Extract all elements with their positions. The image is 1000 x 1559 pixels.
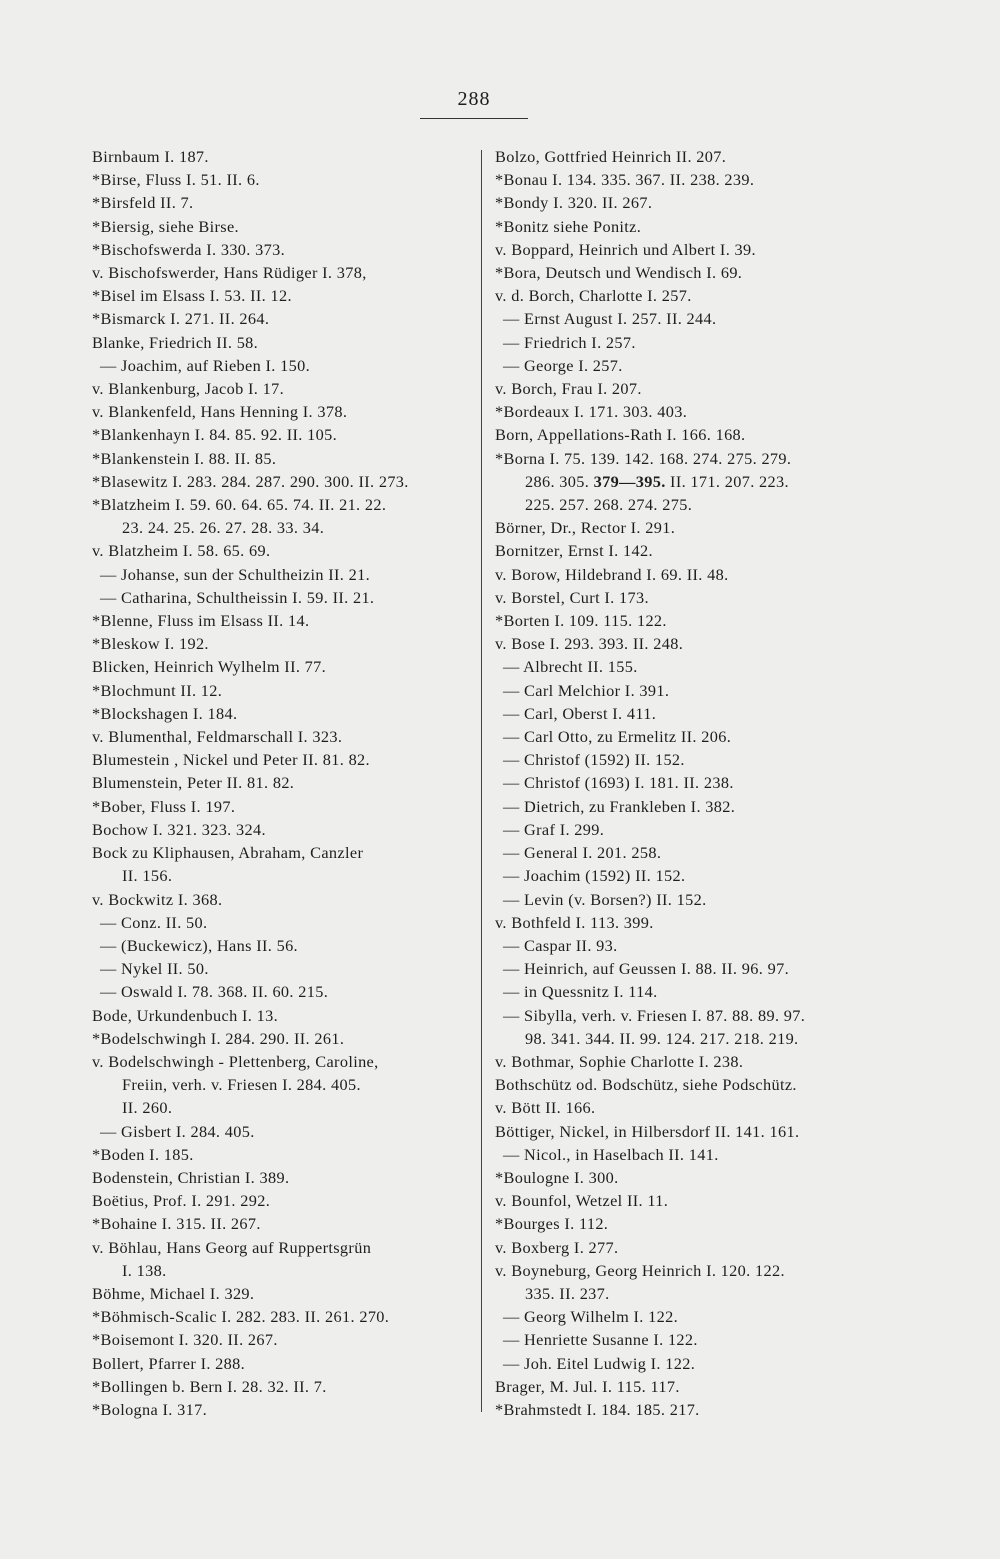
index-entry: v. Blankenfeld, Hans Henning I. 378. xyxy=(92,402,348,422)
index-entry: *Blenne, Fluss im Elsass II. 14. xyxy=(92,611,310,631)
index-entry xyxy=(495,470,885,493)
index-entry: 98. 341. 344. II. 99. 124. 217. 218. 219. xyxy=(525,1028,799,1048)
index-entry: Börner, Dr., Rector I. 291. xyxy=(495,518,676,538)
index-entry: v. Boxberg I. 277. xyxy=(495,1237,619,1257)
index-entry: *Bodelschwingh I. 284. 290. II. 261. xyxy=(92,1028,345,1048)
index-entry: — in Quessnitz I. 114. xyxy=(503,982,658,1002)
index-entry: *Borna I. 75. 139. 142. 168. 274. 275. 279. xyxy=(495,448,792,468)
index-column-right xyxy=(495,145,885,1421)
index-column-left xyxy=(92,145,470,1421)
index-entry: Bollert, Pfarrer I. 288. xyxy=(92,1353,246,1373)
index-entry: — Oswald I. 78. 368. II. 60. 215. xyxy=(100,982,329,1002)
index-entry: *Bollingen b. Bern I. 28. 32. II. 7. xyxy=(92,1376,327,1396)
index-entry: *Bonitz siehe Ponitz. xyxy=(495,216,642,236)
index-entry: — Sibylla, verh. v. Friesen I. 87. 88. 89. 97. xyxy=(503,1005,806,1025)
index-entry: — Gisbert I. 284. 405. xyxy=(100,1121,255,1141)
index-entry: *Borten I. 109. 115. 122. xyxy=(495,611,667,631)
index-entry: v. Blankenburg, Jacob I. 17. xyxy=(92,379,285,399)
index-entry: Böttiger, Nickel, in Hilbersdorf II. 141. 161. xyxy=(495,1121,800,1141)
index-entry: v. Boyneburg, Georg Heinrich I. 120. 122. xyxy=(495,1260,785,1280)
index-entry: *Blankenstein I. 88. II. 85. xyxy=(92,448,277,468)
index-entry: — Joh. Eitel Ludwig I. 122. xyxy=(503,1353,696,1373)
index-entry: Bock zu Kliphausen, Abraham, Canzler xyxy=(92,843,364,863)
index-entry: Freiin, verh. v. Friesen I. 284. 405. xyxy=(122,1075,361,1095)
index-entry: Bode, Urkundenbuch I. 13. xyxy=(92,1005,278,1025)
index-entry: v. Blatzheim I. 58. 65. 69. xyxy=(92,541,271,561)
index-entry: — Joachim (1592) II. 152. xyxy=(503,866,686,886)
index-entry: *Bonau I. 134. 335. 367. II. 238. 239. xyxy=(495,170,755,190)
entry-text: 286. 305. xyxy=(525,471,594,491)
index-entry: *Blatzheim I. 59. 60. 64. 65. 74. II. 21. 22. xyxy=(92,495,387,515)
index-entry: Blumenstein, Peter II. 81. 82. xyxy=(92,773,295,793)
index-entry: v. Borch, Frau I. 207. xyxy=(495,379,642,399)
index-entry: 23. 24. 25. 26. 27. 28. 33. 34. xyxy=(122,518,325,538)
index-entry: *Bora, Deutsch und Wendisch I. 69. xyxy=(495,263,743,283)
index-entry: II. 260. xyxy=(122,1098,173,1118)
index-entry: *Bohaine I. 315. II. 267. xyxy=(92,1214,261,1234)
index-entry: *Biersig, siehe Birse. xyxy=(92,216,239,236)
index-entry: *Blochmunt II. 12. xyxy=(92,680,223,700)
index-entry: v. Bounfol, Wetzel II. 11. xyxy=(495,1191,669,1211)
index-entry: *Brahmstedt I. 184. 185. 217. xyxy=(495,1399,700,1419)
column-divider xyxy=(481,150,482,1412)
index-entry: *Birse, Fluss I. 51. II. 6. xyxy=(92,170,260,190)
index-entry: — Henriette Susanne I. 122. xyxy=(503,1330,698,1350)
index-entry: — Carl Otto, zu Ermelitz II. 206. xyxy=(503,727,732,747)
index-entry: — Dietrich, zu Frankleben I. 382. xyxy=(503,796,736,816)
index-entry: *Blasewitz I. 283. 284. 287. 290. 300. II. 273. xyxy=(92,471,409,491)
index-entry: v. Boppard, Heinrich und Albert I. 39. xyxy=(495,239,756,259)
index-entry: *Birsfeld II. 7. xyxy=(92,193,194,213)
index-entry: v. Bose I. 293. 393. II. 248. xyxy=(495,634,684,654)
index-entry: *Bologna I. 317. xyxy=(92,1399,208,1419)
index-entry: v. Borow, Hildebrand I. 69. II. 48. xyxy=(495,564,729,584)
index-entry: Bodenstein, Christian I. 389. xyxy=(92,1167,290,1187)
index-entry: Böhme, Michael I. 329. xyxy=(92,1283,255,1303)
index-entry: — Levin (v. Borsen?) II. 152. xyxy=(503,889,707,909)
index-entry: — Conz. II. 50. xyxy=(100,912,208,932)
index-entry: v. Borstel, Curt I. 173. xyxy=(495,587,649,607)
index-entry: Blicken, Heinrich Wylhelm II. 77. xyxy=(92,657,327,677)
index-entry: 225. 257. 268. 274. 275. xyxy=(525,495,693,515)
index-entry: *Blankenhayn I. 84. 85. 92. II. 105. xyxy=(92,425,338,445)
index-entry: Brager, M. Jul. I. 115. 117. xyxy=(495,1376,680,1396)
index-entry: 335. II. 237. xyxy=(525,1283,610,1303)
index-entry: v. Bodelschwingh - Plettenberg, Caroline, xyxy=(92,1051,379,1071)
index-entry: — Christof (1592) II. 152. xyxy=(503,750,685,770)
index-entry: — Friedrich I. 257. xyxy=(503,332,636,352)
page-number: 288 xyxy=(457,88,491,110)
index-entry: — Caspar II. 93. xyxy=(503,935,618,955)
index-entry: *Bordeaux I. 171. 303. 403. xyxy=(495,402,688,422)
index-entry: *Bondy I. 320. II. 267. xyxy=(495,193,653,213)
index-entry: — General I. 201. 258. xyxy=(503,843,662,863)
index-entry: *Boisemont I. 320. II. 267. xyxy=(92,1330,278,1350)
entry-text: II. 171. 207. 223. xyxy=(665,471,789,491)
index-entry: — Graf I. 299. xyxy=(503,819,605,839)
index-entry: *Bischofswerda I. 330. 373. xyxy=(92,239,286,259)
index-entry: v. Bockwitz I. 368. xyxy=(92,889,223,909)
index-entry: — Nicol., in Haselbach II. 141. xyxy=(503,1144,719,1164)
index-entry: Birnbaum I. 187. xyxy=(92,147,209,166)
index-entry: *Boden I. 185. xyxy=(92,1144,194,1164)
index-entry: v. d. Borch, Charlotte I. 257. xyxy=(495,286,692,306)
index-entry: I. 138. xyxy=(122,1260,167,1280)
index-entry: *Bober, Fluss I. 197. xyxy=(92,796,236,816)
index-entry: *Bleskow I. 192. xyxy=(92,634,209,654)
index-entry: Blumestein , Nickel und Peter II. 81. 82. xyxy=(92,750,370,770)
index-entry: — Albrecht II. 155. xyxy=(503,657,638,677)
index-entry: — Christof (1693) I. 181. II. 238. xyxy=(503,773,734,793)
index-entry: Blanke, Friedrich II. 58. xyxy=(92,332,259,352)
index-entry: — Johanse, sun der Schultheizin II. 21. xyxy=(100,564,371,584)
entry-bold-range: 379—395. xyxy=(593,471,666,491)
index-entry: v. Bothmar, Sophie Charlotte I. 238. xyxy=(495,1051,744,1071)
header-rule xyxy=(420,118,528,119)
index-entry: Boëtius, Prof. I. 291. 292. xyxy=(92,1191,271,1211)
index-entry: — Catharina, Schultheissin I. 59. II. 21. xyxy=(100,587,375,607)
index-entry: — Ernst August I. 257. II. 244. xyxy=(503,309,717,329)
index-entry: Born, Appellations-Rath I. 166. 168. xyxy=(495,425,746,445)
index-entry: v. Bothfeld I. 113. 399. xyxy=(495,912,654,932)
index-entry: — Joachim, auf Rieben I. 150. xyxy=(100,355,311,375)
index-entry: Bochow I. 321. 323. 324. xyxy=(92,819,266,839)
index-entry: — Nykel II. 50. xyxy=(100,959,209,979)
index-entry: *Böhmisch-Scalic I. 282. 283. II. 261. 270. xyxy=(92,1307,390,1327)
index-entry: — Heinrich, auf Geussen I. 88. II. 96. 97. xyxy=(503,959,789,979)
index-entry: Bothschütz od. Bodschütz, siehe Podschütz. xyxy=(495,1075,797,1095)
index-entry: *Bismarck I. 271. II. 264. xyxy=(92,309,270,329)
index-entry: v. Bischofswerder, Hans Rüdiger I. 378, xyxy=(92,263,367,283)
index-entry: Bolzo, Gottfried Heinrich II. 207. xyxy=(495,147,727,166)
index-entry: — George I. 257. xyxy=(503,355,623,375)
index-entry: *Boulogne I. 300. xyxy=(495,1167,619,1187)
index-entry: — Carl Melchior I. 391. xyxy=(503,680,670,700)
index-entry: Bornitzer, Ernst I. 142. xyxy=(495,541,653,561)
index-entry: *Bisel im Elsass I. 53. II. 12. xyxy=(92,286,292,306)
index-entry: v. Böhlau, Hans Georg auf Ruppertsgrün xyxy=(92,1237,372,1257)
index-entry: — (Buckewicz), Hans II. 56. xyxy=(100,935,298,955)
index-entry: *Bourges I. 112. xyxy=(495,1214,609,1234)
index-entry: II. 156. xyxy=(122,866,173,886)
index-entry: *Blockshagen I. 184. xyxy=(92,703,238,723)
index-entry: v. Blumenthal, Feldmarschall I. 323. xyxy=(92,727,343,747)
index-entry: — Carl, Oberst I. 411. xyxy=(503,703,657,723)
index-entry: v. Bött II. 166. xyxy=(495,1098,596,1118)
index-entry: — Georg Wilhelm I. 122. xyxy=(503,1307,679,1327)
